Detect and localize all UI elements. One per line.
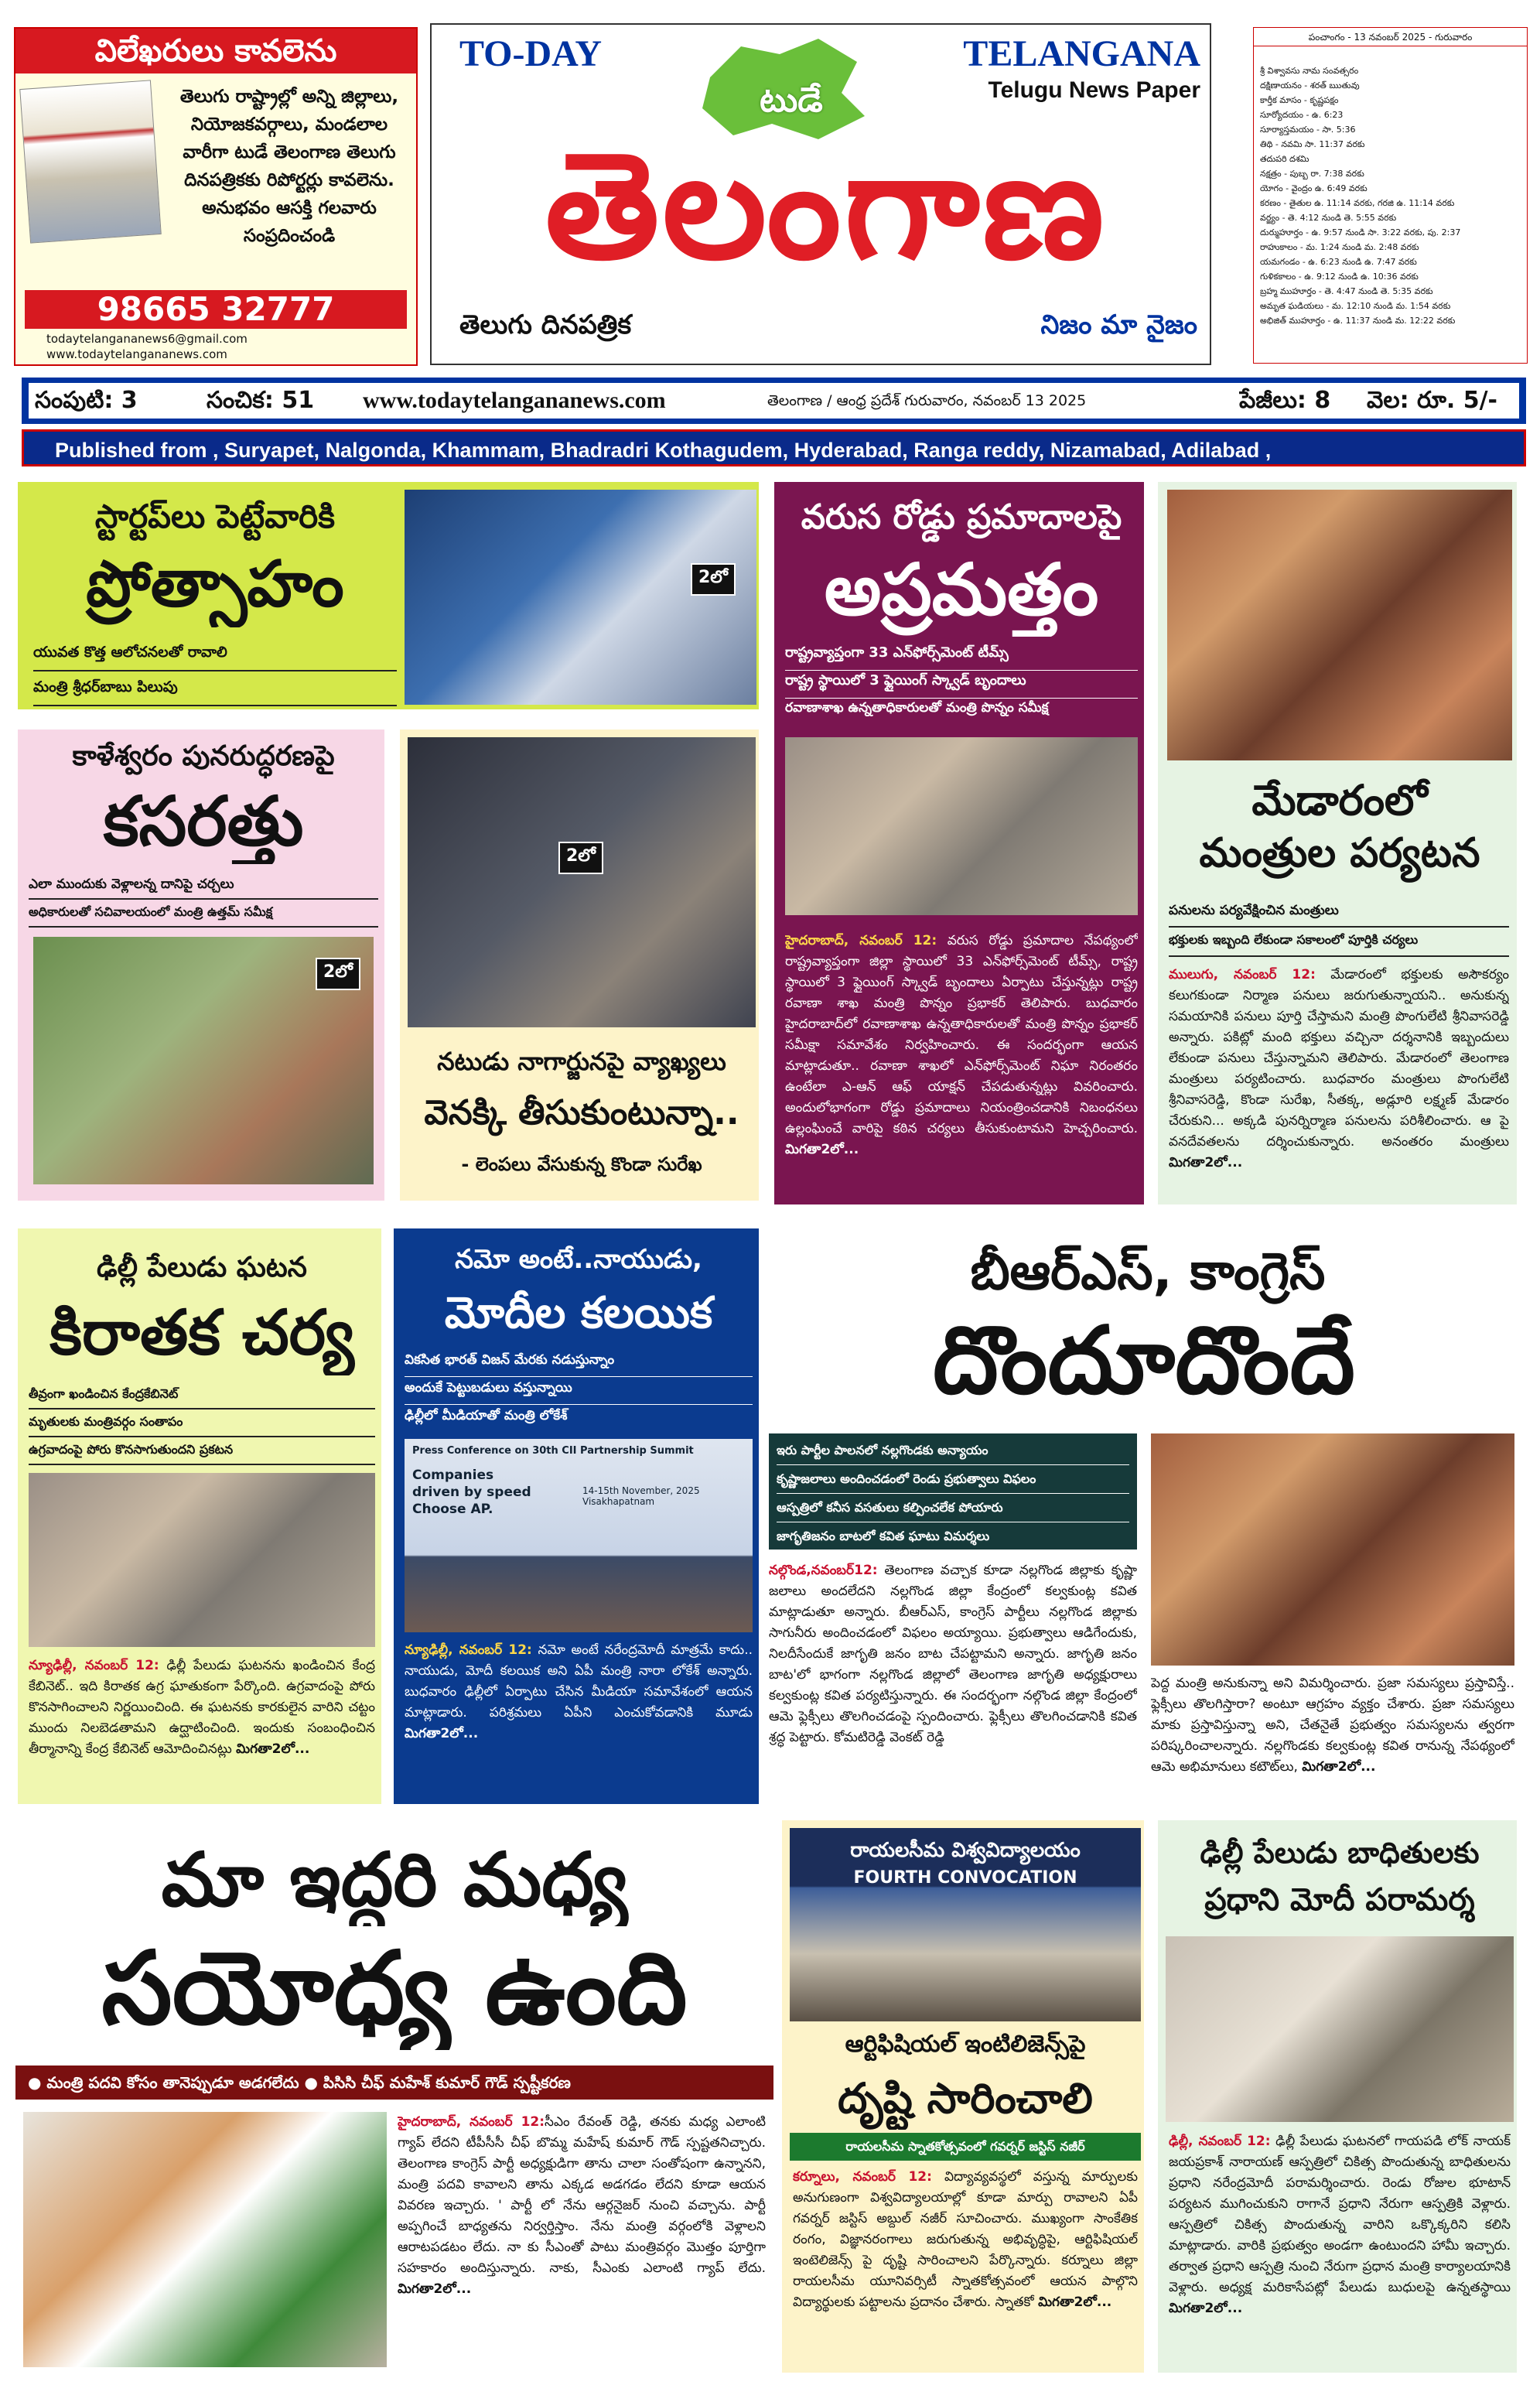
brs-story [769, 1226, 1519, 1806]
brs-kicker: బీఆర్ఎస్, కాంగ్రెస్ [970, 1242, 1326, 1301]
accidents-continued[interactable]: మిగతా2లో... [785, 1142, 859, 1157]
modi-continued[interactable]: మిగతా2లో... [1169, 2301, 1243, 2316]
masthead-telangana: TELANGANA [963, 33, 1200, 74]
accidents-body [785, 931, 1138, 1194]
namo-sub2: అందుకే పెట్టుబడులు వస్తున్నాయి [405, 1380, 753, 1405]
sayodhya-headline2: సయోధ్య ఉంది [101, 1929, 688, 2047]
panchangam-line: తదుపరి దశమి [1260, 154, 1310, 164]
issue-info-bar [22, 378, 1526, 424]
accidents-headline: అప్రమత్తం [824, 548, 1099, 631]
panchangam-line: అభిజిత్ ముహూర్తం - ఉ. 11:37 నుండి మ. 12:22 వరకు [1260, 316, 1456, 326]
panchangam-list [1260, 63, 1523, 357]
namo-text: నమో అంటే నరేంద్రమోదీ మాత్రమే కాదు.. నాయుడు, మోదీ కలయిక అని ఏపీ మంత్రి నారా లోకేశ్ అన్నారు. బుధవారం ఢిల్లీలో ఏర్పాటు చేసిన మీడియా సమావేశంలో ఆయన మాట్లాడారు. పరిశ్రమలు ఏపీని ఎంచుకోవడానికి మూడు [405, 1642, 753, 1720]
nagarjuna-kicker: నటుడు నాగార్జునపై వ్యాఖ్యలు [437, 1047, 726, 1076]
sayodhya-story [15, 1818, 773, 2375]
startups-headline: ప్రోత్సాహం [86, 548, 344, 621]
ad-phone: 98665 32777 [25, 290, 407, 329]
accidents-text: వరుస రోడ్డు ప్రమాదాల నేపథ్యంలో రాష్ట్రవ్యాప్తంగా జిల్లా స్థాయిలో 33 ఎన్‌ఫోర్స్‌మెంట్ టీమ్స్, రాష్ట్ర స్థాయిలో 3 ఫ్లైయింగ్ స్క్వాడ్ బృందాలు ఏర్పాటు చేస్తున్నట్లు రాష్ట్ర రవాణా శాఖ మంత్రి పొన్నం ప్రభాకర్ తెలిపారు. బుధవారం హైదరాబాద్‌లో రవాణాశాఖ ఉన్నతాధికారులతో మంత్రి పొన్నం ప్రభాకర్ సమీక్షా సమావేశం నిర్వహించారు. ఈ సందర్భంగా ఆయన మాట్లాడుతూ.. రవాణా శాఖలో ఎన్‌ఫోర్స్‌మెంట్ నిఘా నిరంతరం ఉంటేలా ఎ-ఆన్ ఆఫ్ యాక్షన్ చేపడుతున్నట్లు వివరించారు. అందులోభాగంగా రోడ్డు ప్రమాదాలు నియంత్రించడానికి నిబంధనలు ఉల్లంఘించే వారిపై కఠిన చర్యలు తీసుకుంటామని హెచ్చరించారు. [785, 933, 1138, 1136]
nagarjuna-story [398, 727, 761, 1203]
delhi-blast-story [15, 1226, 384, 1806]
sayodhya-sub: ● మంత్రి పదవి కోసం తానెప్పుడూ అడగలేదు ● పిసిసి చీఫ్ మహేశ్ కుమార్ గౌడ్ స్పష్టీకరణ [15, 2066, 773, 2100]
kaleshwaram-sub2: అధికారులతో సచివాలయంలో మంత్రి ఉత్తమ్ సమీక్ష [29, 901, 378, 928]
accidents-sub1: రాష్ట్రవ్యాప్తంగా 33 ఎన్‌ఫోర్స్‌మెంట్ టీమ్స్ [785, 644, 1138, 671]
panchangam-line: గుళికకాలం - ఉ. 9:12 నుండి ఉ. 10:36 వరకు [1260, 272, 1419, 282]
namo-body [405, 1640, 753, 1795]
panchangam-line: రాహుకాలం - మ. 1:24 నుండి మ. 2:48 వరకు [1260, 242, 1419, 252]
panchangam-line: యమగండం - ఉ. 6:23 నుండి ఉ. 7:47 వరకు [1260, 257, 1417, 267]
masthead-subtitle: Telugu News Paper [988, 77, 1200, 103]
sayodhya-text: సీఎం రేవంత్ రెడ్డి, తనకు మధ్య ఎలాంటి గ్యాప్ లేదని టీపీసీసీ చీఫ్ బొమ్మ మహేష్ కుమార్ గౌడ్ స్పష్టతనిచ్చారు. తెలంగాణ కాంగ్రెస్ పార్టీ అధ్యక్షుడిగా తాను చాలా సంతోషంగా ఉన్నానని, మంత్రి పదవి కావాలని తాను ఎక్కడ అడగడం లేదని కూడా ఆయన వివరణ ఇచ్చారు. ' పార్టీ లో నేను ఆర్గనైజర్ నుంచి వచ్చాను. పార్టీ అప్పగించే బాధ్యతను నిర్వర్తిస్తాం. నేను మంత్రి వర్గంలోకి వెళ్లాలని ఆరాటపడటం లేదు. నా కు సీఎంతో పాటు మంత్రివర్గం మొత్తం పూర్తిగా సహకారం అందిస్తున్నారు. నాకు, సీఎంకు ఎలాంటి గ్యాప్ లేదు. [398, 2114, 766, 2276]
brs-photo [1151, 1433, 1514, 1666]
panchangam-box [1253, 27, 1528, 364]
brs-text: తెలంగాణ వచ్చాక కూడా నల్లగొండ జిల్లాకు కృష్ణా జలాలు అందలేదని నల్లగొండ జిల్లా కేంద్రంలో కల్వకుంట్ల కవిత మాట్లాడుతూ అన్నారు. బీఆర్ఎస్, కాంగ్రెస్ పార్టీలు నల్లగొండ జిల్లాకు సాగునీరు అందించడంలో విఫలం అయ్యాయి. ప్రభుత్వాలు ఆడిగేందుకు, నిలదీసేందుకే జాగృతి జనం బాట చేపట్టామని అన్నారు. జాగృతి జనం బాట'లో భాగంగా నల్లగొండ జిల్లాలో తెలంగాణ జాగృతి అధ్యక్షురాలు కల్వకుంట్ల కవిత పర్యటిస్తున్నారు. ఈ సందర్భంగా నల్గొండ జిల్లా కేంద్రంలో ఆమె ఫ్లెక్సీలు తొలగించడంపై స్పందించారు. ఫ్లెక్సీలు తొలగించడానికి కవిత శ్రద్ధ పెట్టారు. కోమటిరెడ్డి వెంకట్ రెడ్డి [769, 1563, 1137, 1745]
ad-newspaper-thumbnail [19, 80, 162, 243]
masthead-slogan: నిజం మా నైజం [1040, 309, 1197, 340]
accidents-dateline: హైదరాబాద్, నవంబర్ 12: [785, 933, 937, 948]
ai-body [793, 2167, 1138, 2368]
accidents-story [772, 480, 1146, 1207]
startups-page-tag: 2లో [691, 563, 736, 596]
kaleshwaram-sub1: ఎలా ముందుకు వెళ్లాలన్న దానిపై చర్చలు [29, 873, 378, 900]
medaram-headline1: మేడారంలో [1251, 776, 1428, 825]
brs-sub1: ఇరు పార్టీల పాలనలో నల్లగొండకు అన్యాయం [777, 1437, 1129, 1465]
panchangam-line: అమృత ఘడియలు - మ. 12:10 నుండి మ. 1:54 వరకు [1260, 301, 1451, 311]
modi-dateline: ఢిల్లీ, నవంబర్ 12: [1169, 2134, 1271, 2149]
delhi-body [29, 1655, 375, 1802]
modi-photo [1166, 1936, 1514, 2122]
sayodhya-dateline: హైదరాబాద్, నవంబర్ 12: [398, 2114, 545, 2130]
panchangam-line: శ్రీ విశ్వావసు నామ సంవత్సరం [1260, 66, 1359, 76]
kaleshwaram-kicker: కాళేశ్వరం పునరుద్ధరణపై [72, 740, 335, 772]
panchangam-line: సూర్యాస్తమయం - సా. 5:36 [1260, 125, 1356, 135]
panchangam-line: తిథి - నవమి సా. 11:37 వరకు [1260, 139, 1365, 149]
ai-photo-label2: FOURTH CONVOCATION [853, 1868, 1077, 1888]
kaleshwaram-headline: కసరత్తు [103, 781, 304, 861]
page-count: పేజీలు: 8 [1239, 387, 1331, 414]
panchangam-line: కరణం - తైతుల ఉ. 11:14 వరకు, గరజి ఉ. 11:14 వరకు [1260, 198, 1455, 208]
accidents-sub3: రవాణాశాఖ ఉన్నతాధికారులతో మంత్రి పొన్నం సమీక్ష [785, 700, 1049, 716]
ad-body: తెలుగు రాష్ట్రాల్లో అన్ని జిల్లాలు, నియోజకవర్గాలు, మండలాల వారీగా టుడే తెలంగాణ తెలుగు దినపత్రికకు రిపోర్టర్లు కావలెను. అనుభవం ఆసక్తి గలవారు సంప్రదించండి [179, 87, 399, 246]
brs-body [769, 1560, 1137, 1800]
nagarjuna-sub: - లెంపలు వేసుకున్న కొండా సురేఖ [461, 1153, 702, 1175]
sayodhya-body [398, 2112, 766, 2367]
ai-story [780, 1818, 1146, 2375]
ai-photo [790, 1828, 1141, 2021]
namo-sub3: ఢిల్లీలో మీడియాతో మంత్రి లోకేశ్ [405, 1408, 568, 1423]
nagarjuna-headline: వెనక్కి తీసుకుంటున్నా.. [424, 1093, 739, 1133]
panchangam-line: కార్తీక మాసం - కృష్ణపక్షం [1260, 95, 1339, 105]
editions-bar: Published from , Suryapet, Nalgonda, Khammam, Bhadradri Kothagudem, Hyderabad, Ranga reddy, Nizamabad, Adilabad , [22, 429, 1526, 466]
brs-continued[interactable]: మిగతా2లో... [1302, 1759, 1376, 1775]
nagarjuna-photo [408, 737, 756, 1027]
issue-info-inner [29, 383, 1519, 419]
namo-photo [405, 1439, 753, 1632]
panchangam-line: వర్జ్యం - తె. 4:12 నుండి తె. 5:55 వరకు [1260, 213, 1397, 223]
masthead-today: TO-DAY [459, 33, 603, 74]
accidents-sub2: రాష్ట్ర స్థాయిలో 3 ఫ్లైయింగ్ స్క్వాడ్ బృందాలు [785, 672, 1138, 699]
modi-text: ఢిల్లీ పేలుడు ఘటనలో గాయపడి లోక్ నాయక్ జయప్రకాశ్ నారాయణ్ ఆస్పత్రిలో చికిత్స పొందుతున్న బాధితులను ప్రధాని నరేంద్రమోదీ పరామర్శించారు. రెండు రోజుల భూటాన్ పర్యటన ముగించుకుని రాగానే ప్రధాని నేరుగా ఆస్పత్రికి వెళ్లారు. ఆస్పత్రిలో చికిత్స పొందుతున్న వారిని ఒక్కొక్కరిని కలిసి మాట్లాడారు. వారికి ప్రభుత్వం అండగా ఉంటుందని హామీ ఇచ్చారు. తర్వాత ప్రధాని ఆస్పత్రి నుంచి నేరుగా ప్రధాన మంత్రి కార్యాలయానికి వెళ్లారు. అధ్యక్ష మరికాసేపట్లో పేలుడు బుధులపై ఉన్నతస్థాయి [1169, 2134, 1511, 2295]
delhi-dateline: న్యూఢిల్లీ, నవంబర్ 12: [29, 1658, 159, 1673]
ai-kicker: ఆర్టిఫిషియల్ ఇంటిలిజెన్స్‌పై [845, 2031, 1086, 2058]
panchangam-line: సూర్యోదయం - ఉ. 6:23 [1260, 110, 1344, 120]
ai-headline: దృష్టి సారించాలి [838, 2074, 1093, 2123]
delhi-kicker: ఢిల్లీ పేలుడు ఘటన [97, 1252, 307, 1283]
ai-sub: రాయలసీమ స్నాతకోత్సవంలో గవర్నర్ జస్టిస్ నజీర్ [790, 2133, 1141, 2161]
modi-headline1: ఢిల్లీ పేలుడు బాధితులకు [1200, 1836, 1480, 1870]
medaram-sub2: భక్తులకు ఇబ్బంది లేకుండా సకాలంలో పూర్తికి చర్యలు [1169, 929, 1509, 957]
kaleshwaram-page-tag: 2లో [316, 958, 360, 990]
ai-photo-label: రాయలసీమ విశ్వవిద్యాలయం [850, 1839, 1081, 1862]
accidents-kicker: వరుస రోడ్డు ప్రమాదాలపై [801, 497, 1122, 537]
ai-continued[interactable]: మిగతా2లో... [1038, 2294, 1112, 2310]
sayodhya-continued[interactable]: మిగతా2లో... [398, 2281, 472, 2297]
panchangam-line: యోగం - వైంద్రం ఉ. 6:49 వరకు [1260, 183, 1368, 193]
ai-dateline: కర్నూలు, నవంబర్ 12: [793, 2169, 932, 2185]
startups-kicker: స్టార్టప్‌లు పెట్టేవారికి [94, 497, 336, 535]
startups-sub1: యువత కొత్త ఆలోచనలతో రావాలి [33, 641, 397, 671]
brs-text2: పెద్ద మంత్రి అనుకున్నా అని విమర్శించారు. ప్రజా సమస్యలు ప్రస్తావిస్తే.. ఫ్లెక్సీలు తొలగిస్తారా? అంటూ ఆగ్రహం వ్యక్తం చేశారు. ప్రజా సమస్యలు మాకు ప్రస్తావిస్తున్నా అని, చేతనైతే ప్రభుత్వం సమస్యలను త్వరగా పరిష్కరించాలన్నారు. నల్లగొండకు కల్వకుంట్ల కవిత రానున్న నేపథ్యంలో ఆమె అభిమానులు కటౌట్‌లు, [1151, 1676, 1514, 1775]
medaram-continued[interactable]: మిగతా2లో... [1169, 1155, 1243, 1170]
price: వెల: రూ. 5/- [1367, 387, 1497, 414]
masthead-daily: తెలుగు దినపత్రిక [459, 309, 632, 340]
sayodhya-photo [23, 2112, 387, 2367]
namo-photo-text: Companies driven by speed Choose AP. [412, 1468, 531, 1517]
brs-body2 [1151, 1673, 1514, 1800]
nagarjuna-page-tag: 2లో [558, 842, 603, 874]
startups-sub2: మంత్రి శ్రీధర్‌బాబు పిలుపు [33, 675, 397, 706]
panchangam-line: దక్షిణాయనం - శరత్ ఋతువు [1260, 80, 1360, 91]
medaram-text: మేడారంలో భక్తులకు అసౌకర్యం కలుగకుండా నిర్మాణ పనులు జరుగుతున్నాయని.. అనుకున్న సమయానికి పనులు పూర్తి చేస్తామని మంత్రి పొంగులేటి శ్రీనివాసరెడ్డి అన్నారు. పకిట్లో మంది భక్తులు వచ్చినా దర్శనానికి ఇబ్బందులు లేకుండా పనులు చేస్తున్నామని తెలిపారు. మేడారంలో తెలంగాణ మంత్రులు పర్యటించారు. బుధవారం మంత్రులు పొంగులేటి శ్రీనివాసరెడ్డి, కొండా సురేఖ, సీతక్క, అడ్లూరి లక్ష్మణ్ మేడారం చేరుకుని... అక్కడి పునర్నిర్మాణ పనులను పరిశీలించారు. ఆ పై వనదేవతలను దర్శించుకున్నారు. అనంతరం మంత్రులు [1169, 967, 1509, 1150]
delhi-sub2: మృతులకు మంత్రివర్గం సంతాపం [29, 1411, 375, 1437]
kaleshwaram-story [15, 727, 387, 1203]
delhi-photo [29, 1473, 375, 1647]
ad-email: todaytelangananews6@gmail.com [46, 332, 248, 346]
delhi-text: ఢిల్లీ పేలుడు ఘటనను ఖండించిన కేంద్ర కేబినెట్.. ఇది కిరాతక ఉగ్ర ఘాతుకంగా పేర్కొంది. ఉగ్రవాదంపై పోరు కొనసాగించాలని నిర్ణయించింది. ఈ ఘటనకు కారకులైన వారిని చట్టం ముందు నిలబెడతామని ఉద్ఘాటించింది. ఇందుకు సంబంధించిన తీర్మానాన్ని కేంద్ర కేబినెట్ ఆమోదించినట్లు [29, 1658, 375, 1757]
ad-title: విలేఖరులు కావలెను [15, 29, 416, 73]
volume: సంపుటి: 3 [35, 387, 138, 414]
delhi-sub3: ఉగ్రవాదంపై పోరు కొనసాగుతుందని ప్రకటన [29, 1439, 375, 1465]
accidents-photo [785, 737, 1138, 915]
panchangam-line: బ్రహ్మ ముహూర్తం - తె. 4:47 నుండి తె. 5:35 వరకు [1260, 286, 1433, 296]
namo-kicker: నమో అంటే..నాయుడు, [455, 1244, 702, 1275]
masthead [430, 23, 1211, 365]
brs-sub4: జాగృతిజనం బాటలో కవిత ఘాటు విమర్శలు [777, 1529, 990, 1543]
namo-photo-date: 14-15th November, 2025 Visakhapatnam [582, 1485, 700, 1507]
issue-date: తెలంగాణ / ఆంధ్ర ప్రదేశ్ గురువారం, నవంబర్ 13 2025 [767, 392, 1087, 409]
medaram-headline2: మంత్రుల పర్యటన [1199, 830, 1480, 876]
ai-text: విద్యావ్యవస్థలో వస్తున్న మార్పులకు అనుగుణంగా విశ్వవిద్యాలయాల్లో కూడా మార్పు రావాలని ఏపీ గవర్నర్ జస్టిస్ అబ్దుల్ నజీర్ సూచించారు. ముఖ్యంగా సాంకేతిక రంగం, విజ్ఞానరంగాలు జరుగుతున్న అభివృద్ధిపై, ఆర్టిఫిషియల్ ఇంటెలిజెన్స్ పై దృష్టి సారించాలని పేర్కొన్నారు. కర్నూలు జిల్లా రాయలసీమ యూనివర్సిటీ స్నాతకోత్సవంలో ఆయన పాల్గొని విద్యార్థులకు పట్టాలను ప్రదానం చేశారు. స్నాతకో [793, 2169, 1138, 2310]
namo-story [391, 1226, 761, 1806]
brs-headline: దొందూదొందే [933, 1307, 1355, 1415]
medaram-sub1: పనులను పర్యవేక్షించిన మంత్రులు [1169, 900, 1509, 928]
namo-photo-banner: Press Conference on 30th CII Partnership Summit [412, 1445, 694, 1457]
namo-sub1: వికసిత భారత్ విజన్ మేరకు నడుస్తున్నాం [405, 1352, 753, 1377]
delhi-headline: కిరాతక చర్య [50, 1297, 354, 1368]
brs-sub2: కృష్ణాజలాలు అందించడంలో రెండు ప్రభుత్వాలు విఫలం [777, 1465, 1129, 1494]
namo-dateline: న్యూఢిల్లీ, నవంబర్ 12: [405, 1642, 532, 1658]
brs-subheads [769, 1433, 1137, 1550]
issue-number: సంచిక: 51 [207, 387, 315, 414]
medaram-photo [1167, 490, 1512, 760]
brs-sub3: ఆస్పత్రిలో కనీస వసతులు కల్పించలేక పోయారు [777, 1494, 1129, 1522]
masthead-name: తెలంగాణ [545, 121, 1108, 292]
ad-web: www.todaytelangananews.com [46, 347, 227, 361]
panchangam-header: పంచాంగం - 13 నవంబర్ 2025 - గురువారం [1254, 28, 1527, 46]
modi-body [1169, 2131, 1511, 2368]
medaram-story [1156, 480, 1519, 1207]
startups-story [15, 480, 761, 712]
masthead-badge: టుడే [760, 80, 823, 120]
medaram-body [1169, 965, 1509, 1197]
startups-photo [405, 490, 756, 705]
medaram-dateline: ములుగు, నవంబర్ 12: [1169, 967, 1316, 982]
site-url[interactable]: www.todaytelangananews.com [363, 388, 666, 413]
namo-headline: మోదీల కలయిక [444, 1288, 713, 1338]
delhi-sub1: తీవ్రంగా ఖండించిన కేంద్రకేబినెట్ [29, 1383, 375, 1409]
reporters-wanted-ad [14, 27, 418, 366]
brs-dateline: నల్గొండ,నవంబర్12: [769, 1563, 878, 1578]
panchangam-line: దుర్ముహూర్తం - ఉ. 9:57 నుండి సా. 3:22 వరకు, పు. 2:37 [1260, 227, 1461, 237]
sayodhya-headline1: మా ఇద్దరి మధ్య [161, 1837, 628, 1923]
modi-headline2: ప్రధాని మోదీ పరామర్శ [1204, 1882, 1475, 1918]
panchangam-line: నక్షత్రం - పుబ్బ రా. 7:38 వరకు [1260, 169, 1364, 179]
namo-continued[interactable]: మిగతా2లో... [405, 1726, 479, 1741]
delhi-continued[interactable]: మిగతా2లో... [236, 1741, 310, 1757]
modi-story [1156, 1818, 1519, 2375]
